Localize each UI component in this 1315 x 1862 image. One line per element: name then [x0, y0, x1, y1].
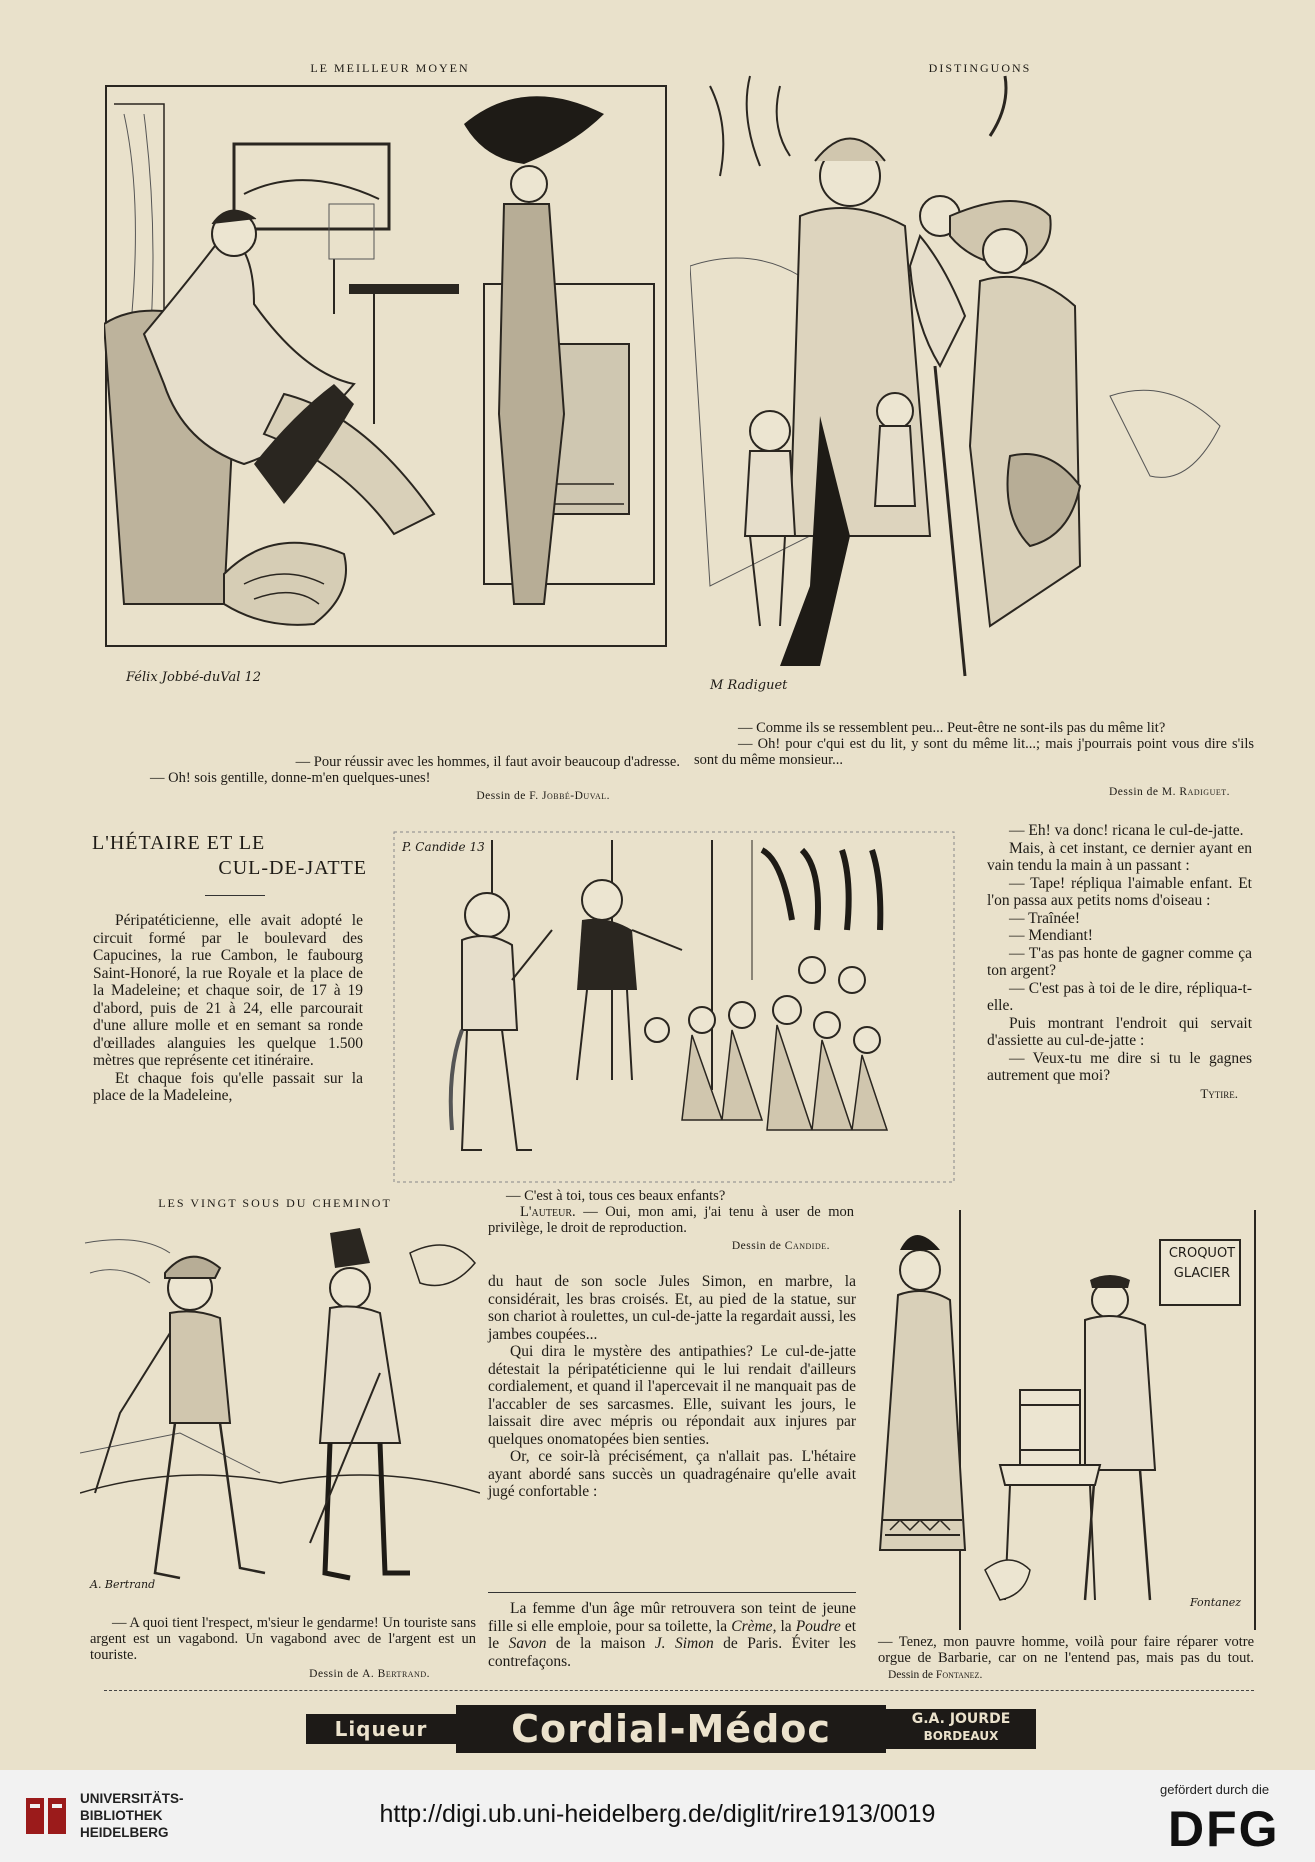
credit-prefix: Dessin de — [1109, 786, 1162, 798]
ad-maker-city: BORDEAUX — [923, 1729, 999, 1743]
promo-text-before: La femme d'un âge mûr retrouvera son teint de jeune fille si elle emploie, pour sa toilette, la — [488, 1600, 856, 1635]
shop-sign-line-1: CROQUOT — [1168, 1246, 1236, 1261]
caption-line-2: — Oh! pour c'qui est du lit, y sont du même lit...; mais j'pourrais point vous dire s'ils sont du même monsieur... — [694, 736, 1254, 768]
shop-sign-croquot-glacier — [1163, 1244, 1241, 1284]
promo-maison: J. Simon — [654, 1635, 714, 1652]
story-column-3 — [987, 822, 1252, 1102]
auteur-label: L'auteur. — [520, 1204, 576, 1220]
caption-line-1: — Tenez, mon pauvre homme, voilà pour faire réparer votre orgue de Barbarie, car on ne l'entend pas, mais pas du tout. — [878, 1634, 1254, 1666]
story-paragraph: Et chaque fois qu'elle passait sur la place de la Madeleine, — [93, 1069, 363, 1104]
auteur-reply: — Oui, mon ami, j'ai tenu à user de mon privilège, le droit de reproduction. — [488, 1204, 855, 1236]
caption-line-1: — Comme ils se ressemblent peu... Peut-être ne sont-ils pas du même lit? — [738, 720, 1166, 736]
story-paragraph: Puis montrant l'endroit qui servait d'assiette au cul-de-jatte : — [987, 1014, 1252, 1049]
artist-signature-jobbe-duval: Félix Jobbé-duVal 12 — [126, 670, 262, 685]
credit-prefix: Dessin de — [309, 1668, 363, 1680]
caption-line-1: — Pour réussir avec les hommes, il faut avoir beaucoup d'adresse. — [295, 754, 680, 770]
credit-name: M. Radiguet. — [1161, 786, 1230, 798]
advertisement-cordial-medoc — [306, 1703, 1044, 1755]
drawing-two-nannies-children — [690, 66, 1260, 706]
credit-prefix: Dessin de — [888, 1669, 936, 1681]
cartoon-title-left: LE MEILLEUR MOYEN — [310, 61, 470, 75]
caption-glacier — [878, 1634, 1254, 1683]
story-paragraph: — Eh! va donc! ricana le cul-de-jatte. — [1009, 822, 1244, 839]
credit-jobbe-duval — [300, 790, 610, 802]
story-column-2 — [488, 1273, 856, 1501]
ad-maker — [886, 1709, 1036, 1749]
shop-sign-line-2: GLACIER — [1173, 1266, 1231, 1281]
illustration-distinguons — [690, 66, 1260, 706]
caption-line-1: — C'est à toi, tous ces beaux enfants? — [506, 1188, 726, 1204]
promo-poudre: Poudre — [795, 1617, 841, 1635]
story-paragraph: — C'est pas à toi de le dire, répliqua-t-elle. — [987, 979, 1252, 1014]
credit-fontanez — [878, 1669, 982, 1681]
uni-line-3: HEIDELBERG — [80, 1825, 169, 1840]
funding-note: gefördert durch die — [1160, 1782, 1270, 1797]
story-paragraph: — T'as pas honte de gagner comme ça ton argent? — [987, 944, 1252, 979]
uni-line-1: UNIVERSITÄTS- — [80, 1791, 184, 1806]
promo-savon: Savon — [508, 1635, 547, 1652]
ad-maker-name: G.A. JOURDE — [911, 1711, 1011, 1727]
story-paragraph: — Tape! répliqua l'aimable enfant. Et l'on passa aux petits noms d'oiseau : — [987, 874, 1252, 909]
story-title — [92, 832, 367, 880]
illustration-le-meilleur-moyen — [104, 84, 678, 704]
story-paragraph: — Veux-tu me dire si tu le gagnes autrement que moi? — [987, 1049, 1252, 1084]
story-author: Tytire. — [1200, 1085, 1238, 1101]
story-title-line-1: L'HÉTAIRE ET LE — [92, 832, 266, 854]
caption-vingt-sous — [90, 1615, 476, 1663]
caption-line-1: — A quoi tient l'respect, m'sieur le gendarme! Un touriste sans argent est un vagabond. Un vagabond avec de l'argent est un touriste. — [90, 1615, 476, 1663]
artist-signature-bertrand: A. Bertrand — [90, 1578, 156, 1591]
story-paragraph: Qui dira le mystère des antipathies? Le cul-de-jatte détestait la péripatéticienne qui le lui rendait d'ailleurs cordialement, et quand il l'apercevait il ne manquait pas de l'accabler de ses sarcasmes. Elle, suivant les jours, le laissait dire avec mépris ou répondait aux injures par quelques onomatopées bien senties. — [488, 1343, 856, 1448]
digitization-footer — [0, 1770, 1315, 1862]
caption-le-meilleur-moyen — [120, 754, 680, 786]
credit-candide — [600, 1240, 830, 1252]
artist-signature-fontanez: Fontanez — [1190, 1596, 1242, 1609]
story-paragraph: Mais, à cet instant, ce dernier ayant en vain tendu la main à un passant : — [987, 839, 1252, 874]
page-divider — [104, 1690, 1254, 1691]
credit-prefix: Dessin de — [731, 1240, 785, 1252]
drawing-vagabond-gendarme — [80, 1213, 480, 1608]
caption-auteur — [488, 1204, 854, 1236]
drawing-two-women-salon — [104, 84, 678, 704]
story-paragraph: du haut de son socle Jules Simon, en marbre, la considérait, les bras croisés. Et, au pied de la statue, sur son chariot à roulettes, un cul-de-jatte la regardait aussi, les jambes coupées... — [488, 1273, 856, 1343]
credit-bertrand — [200, 1668, 430, 1680]
credit-prefix: Dessin de — [476, 790, 530, 802]
story-paragraph: Péripatéticienne, elle avait adopté le circuit formé par le boulevard des Capucines, la rue Cambon, le faubourg Saint-Honoré, la rue Royale et la place de la Madeleine; et chaque soir, de 17 à 19 d'abord, puis de 21 à 24, elle parcourait d'une allure molle et en semant sa ronde d'œillades alanguies les quelque 1.500 mètres que représente cet itinéraire. — [93, 912, 363, 1069]
artist-signature-radiguet: M Radiguet — [710, 678, 788, 693]
drawing-man-and-children — [392, 830, 957, 1185]
story-paragraph: Or, ce soir-là précisément, ça n'allait pas. L'hétaire ayant abordé sans succès un quadragénaire qu'elle avait jugé confortable : — [488, 1448, 856, 1500]
artist-signature-candide: P. Candide 13 — [402, 840, 485, 854]
story-paragraph: — Mendiant! — [1009, 927, 1093, 944]
title-ornament — [205, 895, 265, 897]
caption-beaux-enfants — [490, 1188, 850, 1204]
credit-name: Fontanez. — [935, 1669, 983, 1681]
story-paragraph: — Traînée! — [1009, 909, 1081, 927]
credit-name: F. Jobbé-Duval. — [529, 790, 610, 802]
story-column-1 — [93, 912, 363, 1105]
uni-line-2: BIBLIOTHEK — [80, 1808, 163, 1823]
illustration-vingt-sous — [80, 1213, 480, 1608]
promo-paragraph: La femme d'un âge mûr retrouvera son teint de jeune fille si elle emploie, pour sa toilette, la Crème, la Poudre et le Savon de la maison J. Simon de Paris. Éviter les contrefaçons. — [488, 1600, 857, 1670]
story-title-line-2: CUL-DE-JATTE — [218, 857, 367, 879]
ad-brand-cordial-medoc: Cordial-Médoc — [456, 1705, 886, 1753]
illustration-beaux-enfants — [392, 830, 957, 1185]
promo-text-after: de Paris. Éviter les contrefaçons. — [488, 1635, 856, 1670]
cartoon-title-right: DISTINGUONS — [928, 61, 1032, 75]
digital-library-url[interactable]: http://digi.ub.uni-heidelberg.de/diglit/rire1913/0019 — [379, 1800, 936, 1828]
caption-distinguons — [694, 720, 1254, 768]
dfg-logo: DFG — [1168, 1801, 1280, 1857]
caption-line-2: — Oh! sois gentille, donne-m'en quelques-unes! — [150, 770, 431, 786]
cartoon-title-bottom-left: LES VINGT SOUS DU CHEMINOT — [158, 1196, 392, 1210]
promo-creme-simon — [488, 1600, 856, 1670]
promo-creme: Crème — [731, 1617, 773, 1635]
credit-radiguet — [900, 786, 1230, 798]
credit-name: Candide. — [784, 1240, 830, 1252]
ad-label-liqueur: Liqueur — [306, 1714, 456, 1744]
credit-name: A. Bertrand. — [362, 1668, 430, 1680]
column-divider — [488, 1592, 856, 1593]
